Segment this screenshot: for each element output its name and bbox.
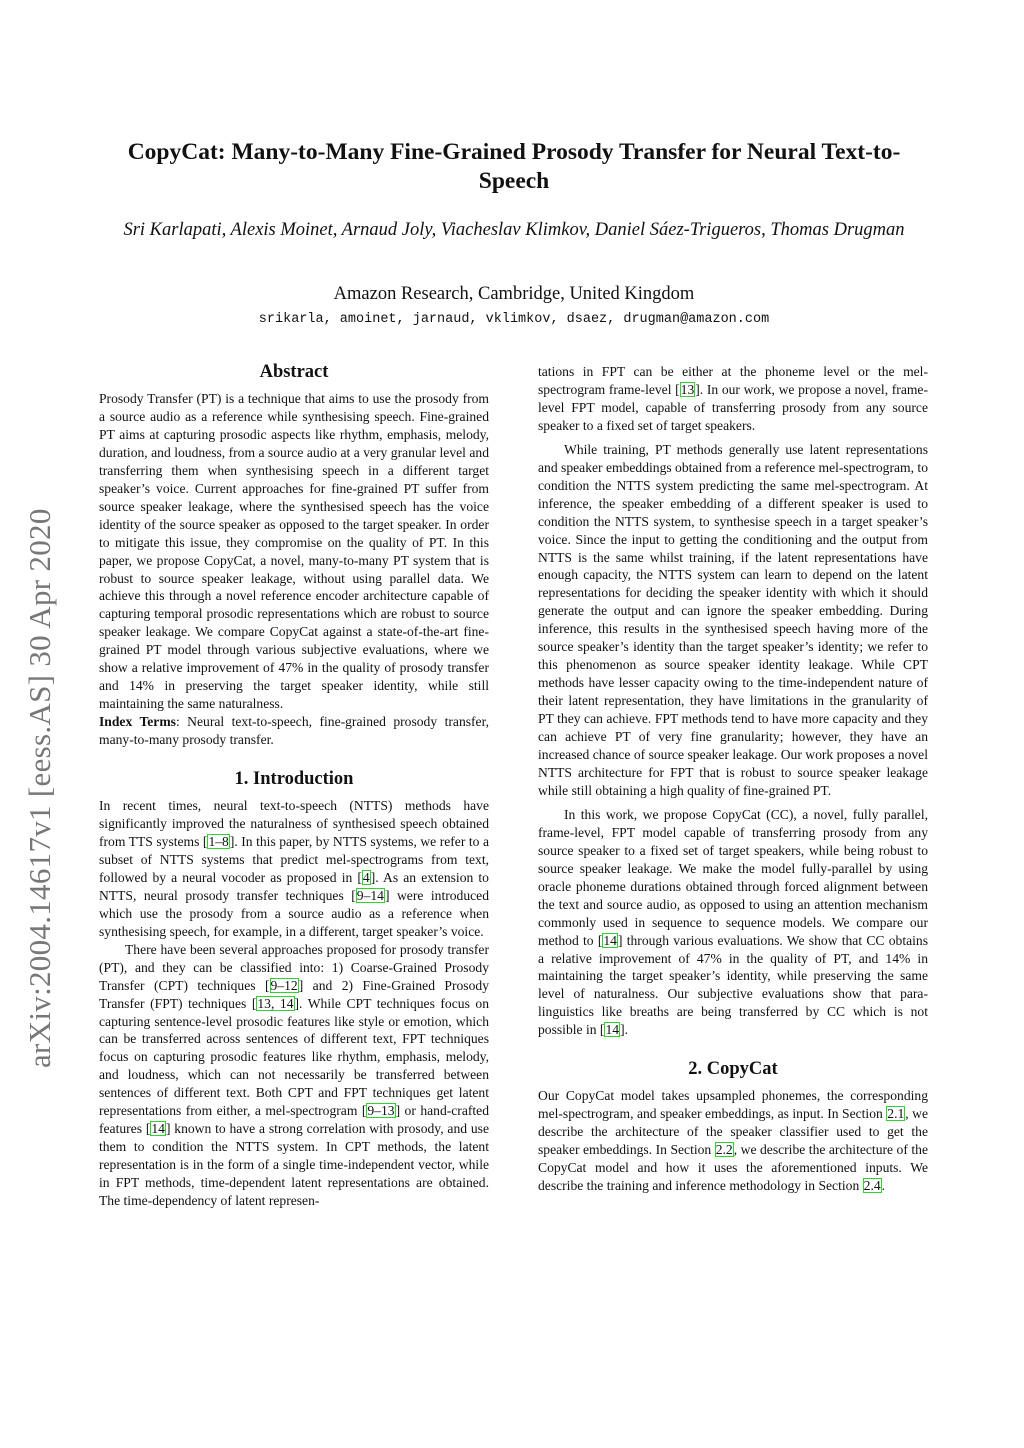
citation-link[interactable]: 14 bbox=[605, 1022, 620, 1038]
paragraph-text: ]. bbox=[620, 1022, 628, 1038]
citation-link[interactable]: 13 bbox=[680, 381, 695, 397]
index-terms-label: Index Terms bbox=[99, 714, 176, 730]
citation-link[interactable]: 14 bbox=[151, 1121, 165, 1137]
section-heading-introduction: 1. Introduction bbox=[234, 769, 354, 790]
author-list: Sri Karlapati, Alexis Moinet, Arnaud Joly, Viacheslav Klimkov, Daniel Sáez-Trigueros, Thomas Drugman bbox=[123, 220, 905, 240]
paragraph-text: ] known to have a strong correlation with prosody, and use them to condition the NTTS system. In CPT methods, the latent representation is in the form of a single time-independent vector, while in FPT methods, time-dependent latent representations are obtained. The time-dependency of latent represen- bbox=[99, 1121, 489, 1209]
right-column bbox=[538, 363, 928, 1195]
paragraph-text: . bbox=[881, 1178, 886, 1194]
paragraph-text: ] were introduced which use the prosody from a source audio as a reference when synthesising speech, for example, in a different, target speaker’s voice. bbox=[99, 887, 489, 939]
paragraph-text: , we describe the architecture of the speaker classifier used to get the speaker embeddings. In Section bbox=[538, 1106, 928, 1158]
paragraph-text: Our CopyCat model takes upsampled phonemes, the corresponding mel-spectrogram, and speaker embeddings, as input. In Section bbox=[538, 1088, 928, 1122]
citation-link[interactable]: 9–12 bbox=[270, 977, 298, 993]
paper-title: CopyCat: Many-to-Many Fine-Grained Prosody Transfer for Neural Text-to-Speech bbox=[127, 139, 901, 194]
abstract-text: Prosody Transfer (PT) is a technique that aims to use the prosody from a source audio as a reference while synthesising speech. Fine-grained PT aims at capturing prosodic aspects like rhythm, emphasis, melody, duration, and loudness, from a source audio at a very granular level and transferring them when synthesising speech in a different target speaker’s voice. Current approaches for fine-grained PT suffer from source speaker leakage, where the synthesised speech has the voice identity of the source speaker as opposed to the target speaker. In order to mitigate this issue, they compromise on the quality of PT. In this paper, we propose CopyCat, a novel, many-to-many PT system that is robust to source speaker leakage, without using parallel data. We achieve this through a novel reference encoder architecture capable of capturing temporal prosodic representations which are robust to source speaker leakage. We compare CopyCat against a state-of-the-art fine-grained PT model through various subjective evaluations, where we show a relative improvement of 47% in the quality of prosody transfer and 14% in preserving the target speaker identity, while still maintaining the same naturalness. bbox=[99, 391, 489, 712]
paragraph bbox=[538, 806, 928, 1039]
paragraph-text: While training, PT methods generally use latent representations and speaker embeddings obtained from a reference mel-spectrogram, to condition the NTTS system predicting the same mel-spectrogram. At inference, the speaker embedding of a different speaker is used to condition the NTTS system, to synthesise speech in a target speaker’s voice. Since the input to getting the conditioning and the output from NTTS is the same whilst training, if the latent representations have enough capacity, the NTTS system can learn to depend on the latent representations for deciding the speaker identity with which it should generate the output and can ignore the speaker embedding. During inference, this results in the synthesised speech having more of the source speaker’s identity than the target speaker’s identity; we refer to this phenomenon as source speaker identity leakage. While CPT methods have lesser capacity owing to the time-independent nature of their latent representation, they have limitations in the granularity of PT they can achieve. FPT methods tend to have more capacity and they can achieve PT of very fine granularity; however, they have an increased chance of source speaker leakage. Our work proposes a novel NTTS architecture for FPT that is robust to source speaker leakage while still obtaining a high quality of fine-grained PT. bbox=[538, 441, 928, 798]
left-column bbox=[99, 360, 489, 1210]
paragraph-text: ] and 2) Fine-Grained Prosody Transfer (FPT) techniques [ bbox=[99, 977, 489, 1011]
index-terms bbox=[99, 713, 489, 749]
paragraph bbox=[538, 441, 928, 800]
abstract-heading: Abstract bbox=[259, 362, 329, 382]
paragraph bbox=[538, 363, 928, 435]
paragraph bbox=[538, 1087, 928, 1195]
paragraph-text: , we describe the architecture of the CopyCat model and how it uses the aforementioned inputs. We describe the training and inference methodology in Section bbox=[538, 1142, 928, 1194]
paragraph-text: ]. In this paper, by NTTS systems, we refer to a subset of NTTS systems that predict mel-spectrograms from text, followed by a neural vocoder as proposed in [ bbox=[99, 833, 489, 885]
paragraph-text: ]. As an extension to NTTS, neural prosody transfer techniques [ bbox=[99, 869, 489, 903]
paragraph-text: tations in FPT can be either at the phoneme level or the mel-spectrogram frame-level [ bbox=[538, 364, 928, 397]
index-terms-text: : Neural text-to-speech, fine-grained prosody transfer, many-to-many prosody transfer. bbox=[99, 714, 489, 748]
citation-link[interactable]: 9–13 bbox=[367, 1103, 395, 1119]
paragraph bbox=[99, 941, 489, 1210]
paragraph-text: ] or hand-crafted features [ bbox=[99, 1103, 489, 1137]
section-heading-copycat: 2. CopyCat bbox=[688, 1059, 778, 1080]
citation-link[interactable]: 2.4 bbox=[863, 1178, 881, 1194]
paragraph bbox=[99, 797, 489, 941]
citation-link[interactable]: 14 bbox=[603, 932, 617, 948]
paragraph-text: There have been several approaches proposed for prosody transfer (PT), and they can be classified into: 1) Coarse-Grained Prosody Transfer (CPT) techniques [ bbox=[99, 941, 489, 993]
arxiv-identifier: arXiv:2004.14617v1 [eess.AS] 30 Apr 2020 bbox=[22, 508, 57, 1068]
paragraph-text: ]. In our work, we propose a novel, frame-level FPT model, capable of transferring prosody from any source speaker to a fixed set of target speakers. bbox=[538, 381, 928, 433]
paragraph-text: In this work, we propose CopyCat (CC), a novel, fully parallel, frame-level, FPT model capable of transferring prosody from any source speaker to a fixed set of target speakers, while being robust to source speaker leakage. We make the model fully-parallel by using oracle phoneme durations obtained through forced alignment between the text and source audio, as opposed to using an attention mechanism commonly used in sequence to sequence models. We compare our method to [ bbox=[538, 806, 928, 948]
citation-link[interactable]: 1–8 bbox=[208, 833, 229, 849]
author-emails: srikarla, amoinet, jarnaud, vklimkov, dsaez, drugman@amazon.com bbox=[258, 312, 770, 327]
citation-link[interactable]: 4 bbox=[362, 869, 370, 885]
paragraph-text: In recent times, neural text-to-speech (NTTS) methods have significantly improved the naturalness of synthesised speech obtained from TTS systems [ bbox=[99, 798, 489, 849]
citation-link[interactable]: 2.2 bbox=[715, 1142, 733, 1158]
paragraph-text: ] through various evaluations. We show that CC obtains a relative improvement of 47% in the quality of PT, and 14% in maintaining the target speaker’s identity, while preserving the same level of naturalness. Our subjective evaluations show that para-linguistics like breaths are being transferred by CC which is not possible in [ bbox=[538, 932, 928, 1038]
affiliation: Amazon Research, Cambridge, United Kingdom bbox=[333, 284, 695, 304]
citation-link[interactable]: 2.1 bbox=[887, 1106, 905, 1122]
citation-link[interactable]: 13, 14 bbox=[257, 995, 294, 1011]
citation-link[interactable]: 9–14 bbox=[356, 887, 384, 903]
paragraph-text: ]. While CPT techniques focus on capturing sentence-level prosodic features like style or emotion, which can be transferred across sentences of different text, FPT techniques focus on capturing prosodic features like rhythm, emphasis, melody, and loudness, which can not necessarily be transferred between sentences of different text. Both CPT and FPT techniques get latent representations from either, a mel-spectrogram [ bbox=[99, 995, 489, 1119]
